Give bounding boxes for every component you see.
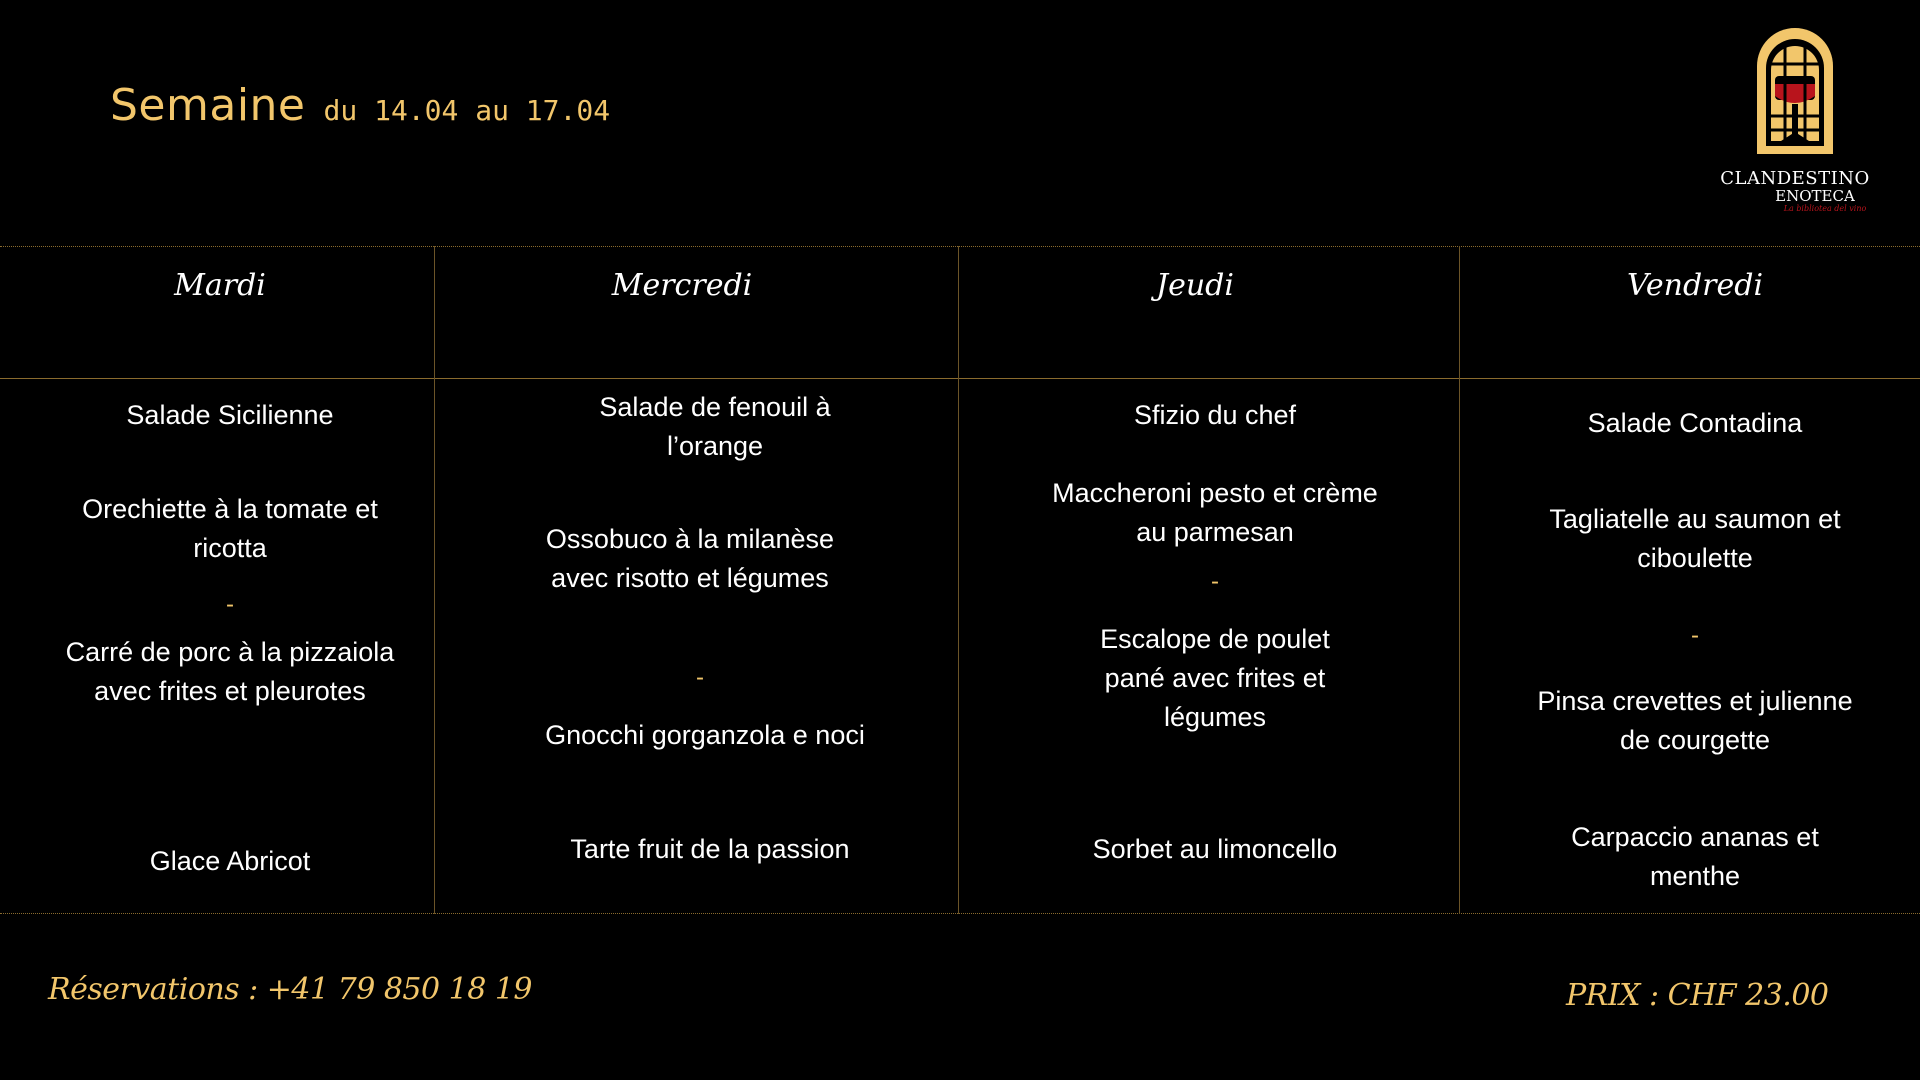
main-course-1: Maccheroni pesto et crème au parmesan [1052,478,1378,547]
course-separator: - [696,664,704,691]
week-dates: du 14.04 au 17.04 [323,94,611,127]
logo-name-line1: CLANDESTINO [1720,168,1870,189]
day-name: Mardi [174,268,266,303]
main-course-1: Orechiette à la tomate et ricotta [82,494,378,563]
logo-tagline: La bibliotea del vino [1783,204,1867,213]
main-course-2: Gnocchi gorganzola e noci [545,720,865,750]
day-name: Vendredi [1626,268,1764,303]
course-separator: - [1211,568,1219,595]
dessert: Glace Abricot [149,846,311,876]
starter: Salade Contadina [1587,408,1803,438]
column-divider [1459,246,1460,914]
starter: Salade Sicilienne [126,400,334,430]
page-title [110,80,610,131]
starter: Salade de fenouil à l’orange [599,392,831,461]
main-course-1: Tagliatelle au saumon et ciboulette [1549,504,1841,573]
main-course-2: Escalope de poulet pané avec frites et légumes [1100,624,1330,732]
day-column-mardi [40,246,420,914]
main-course-1: Ossobuco à la milanèse avec risotto et légumes [545,524,835,593]
day-name: Mercredi [611,268,753,303]
dessert: Tarte fruit de la passion [570,834,850,864]
menu-price: PRIX : CHF 23.00 [1566,978,1829,1013]
day-column-jeudi [1000,246,1430,914]
day-name: Jeudi [1156,268,1234,303]
reservations-phone: Réservations : +41 79 850 18 19 [48,972,533,1007]
course-separator: - [226,591,234,618]
main-course-2: Carré de porc à la pizzaiola avec frites et pleurotes [65,637,395,706]
week-label: Semaine [110,80,306,131]
course-separator: - [1691,622,1699,649]
dessert: Sorbet au limoncello [1092,834,1338,864]
weekly-menu-table [0,246,1920,914]
logo-name-line2: ENOTECA [1775,187,1855,205]
day-column-vendredi [1500,246,1890,914]
restaurant-logo [1720,24,1870,224]
dessert: Carpaccio ananas et menthe [1571,822,1819,891]
day-column-mercredi [470,246,930,914]
arched-window-wine-glass-icon [1753,24,1837,156]
starter: Sfizio du chef [1133,400,1297,430]
column-divider [958,246,959,914]
column-divider [434,246,435,914]
main-course-2: Pinsa crevettes et julienne de courgette [1537,686,1853,755]
